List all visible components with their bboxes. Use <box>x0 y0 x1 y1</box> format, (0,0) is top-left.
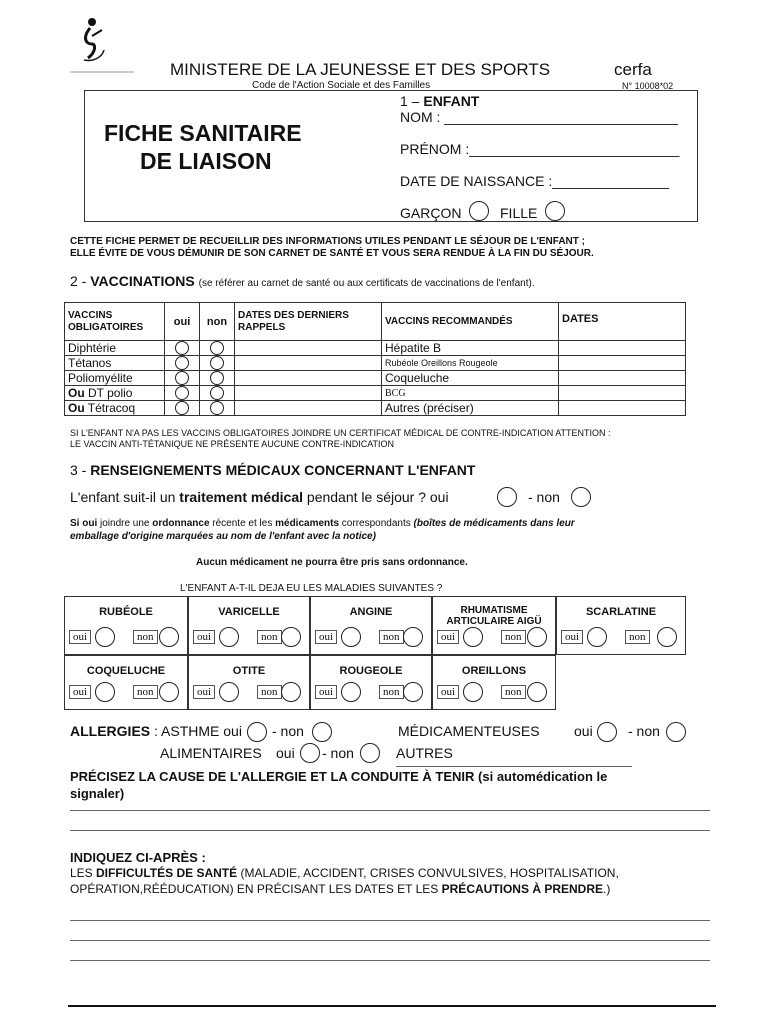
traitement-non-label: - non <box>528 489 560 505</box>
p1c: ordonnance <box>152 518 210 529</box>
traitement-oui-radio[interactable] <box>497 487 517 507</box>
maladie-non-radio[interactable] <box>403 682 423 702</box>
fille-radio[interactable] <box>545 201 565 221</box>
maladie-name: COQUELUCHE <box>86 665 166 677</box>
maladie-cell <box>64 596 188 655</box>
recommended-vaccine: Rubéole Oreillons Rougeole <box>382 356 559 371</box>
d-l1a: LES <box>70 866 97 880</box>
vaccine-label: Poliomyélite <box>68 371 133 385</box>
maladie-oui-radio[interactable] <box>463 682 483 702</box>
maladie-oui-label: oui <box>437 630 459 644</box>
vaccine-date-cell[interactable] <box>235 401 382 416</box>
vaccine-label: Diphtérie <box>68 341 117 355</box>
maladie-cell <box>432 655 556 710</box>
q-c: pendant le séjour ? oui <box>303 489 449 505</box>
prenom-field[interactable]: PRÉNOM :___________________________ <box>400 141 680 157</box>
form-title-line1: FICHE SANITAIRE <box>104 120 302 146</box>
vaccine-non-cell <box>200 356 235 371</box>
autres-line[interactable] <box>396 766 632 767</box>
difficultes-line2 <box>70 882 610 896</box>
vacc-num: 2 - <box>70 273 91 289</box>
vaccine-row <box>65 401 686 416</box>
vaccine-name <box>65 356 165 371</box>
garcon-radio[interactable] <box>469 201 489 221</box>
maladie-oui-label: oui <box>193 685 215 699</box>
vaccine-oui-cell <box>165 371 200 386</box>
q-b: traitement médical <box>179 489 304 505</box>
vaccine-name <box>65 371 165 386</box>
maladie-cell <box>556 596 686 655</box>
asthme-label: : ASTHME oui <box>150 723 242 739</box>
vaccine-name <box>65 401 165 416</box>
enfant-title: ENFANT <box>423 93 480 109</box>
maladie-non-radio[interactable] <box>281 627 301 647</box>
maladie-name: VARICELLE <box>218 606 280 618</box>
maladie-name: RHUMATISME ARTICULAIRE AIGÜ <box>446 605 542 627</box>
p1b: joindre une <box>97 518 153 529</box>
maladie-name: OREILLONS <box>461 665 527 677</box>
p1d: récente et les <box>209 518 276 529</box>
maladie-oui-radio[interactable] <box>463 627 483 647</box>
maladie-non-label: non <box>501 630 526 644</box>
asthme-non-label: - non <box>272 723 304 739</box>
maladie-non-label: non <box>133 685 158 699</box>
vaccine-non-cell <box>200 401 235 416</box>
ministry-logo <box>62 14 142 76</box>
vaccine-non-radio[interactable] <box>210 356 224 370</box>
maladie-cell <box>188 596 310 655</box>
maladie-non-label: non <box>133 630 158 644</box>
col-dates2: DATES <box>559 303 686 341</box>
difficultes-line-b[interactable] <box>70 940 710 941</box>
maladie-name: OTITE <box>232 665 266 677</box>
ordonnance-note-1 <box>70 518 575 529</box>
maladie-non-radio[interactable] <box>527 627 547 647</box>
precisez-label: PRÉCISEZ LA CAUSE DE L'ALLERGIE ET LA CONDUITE À TENIR (si automédication le <box>70 769 608 784</box>
vaccine-row <box>65 371 686 386</box>
vaccine-label: Tétanos <box>68 356 112 370</box>
code-label: Code de l'Action Sociale et des Familles <box>252 80 431 91</box>
bottom-rule <box>68 1005 716 1007</box>
med-title: RENSEIGNEMENTS MÉDICAUX CONCERNANT L'ENFANT <box>90 462 476 478</box>
maladie-non-label: non <box>625 630 650 644</box>
traitement-question <box>70 489 449 505</box>
recommended-date-cell[interactable] <box>559 401 686 416</box>
vaccine-non-cell <box>200 371 235 386</box>
traitement-non-radio[interactable] <box>571 487 591 507</box>
maladie-non-radio[interactable] <box>159 682 179 702</box>
col-oui: oui <box>165 303 200 341</box>
maladie-name: ANGINE <box>349 606 393 618</box>
maladie-non-radio[interactable] <box>281 682 301 702</box>
form-title-line2: DE LIAISON <box>140 148 272 174</box>
recommended-vaccine: Autres (préciser) <box>382 401 559 416</box>
vaccine-row <box>65 386 686 401</box>
nom-field[interactable]: NOM : ______________________________ <box>400 109 678 125</box>
fille-label: FILLE <box>500 205 538 221</box>
maladie-name: SCARLATINE <box>585 606 657 618</box>
vaccine-non-radio[interactable] <box>210 341 224 355</box>
vaccine-name <box>65 386 165 401</box>
maladie-non-radio[interactable] <box>527 682 547 702</box>
col-dates: DATES DES DERNIERS RAPPELS <box>235 303 382 341</box>
vaccine-date-cell[interactable] <box>235 356 382 371</box>
med-num: 3 - <box>70 462 91 478</box>
difficultes-title: INDIQUEZ CI-APRÈS : <box>70 850 206 865</box>
maladie-cell <box>188 655 310 710</box>
vaccine-label: DT polio <box>84 386 133 400</box>
maladie-non-radio[interactable] <box>403 627 423 647</box>
p1f: correspondants <box>339 518 414 529</box>
medic-label: MÉDICAMENTEUSES <box>398 723 540 739</box>
alim-oui-label: oui <box>276 745 295 761</box>
vaccine-row <box>65 341 686 356</box>
maladie-oui-radio[interactable] <box>95 682 115 702</box>
cerfa-number: N° 10008*02 <box>622 81 674 91</box>
d-l1b: DIFFICULTÉS DE SANTÉ <box>96 866 238 880</box>
maladie-oui-label: oui <box>315 685 337 699</box>
d-l2a: OPÉRATION,RÉÉDUCATION) EN PRÉCISANT LES DATES ET LES <box>70 882 442 896</box>
enfant-num: 1 – <box>400 93 424 109</box>
maladie-oui-label: oui <box>437 685 459 699</box>
maladie-oui-label: oui <box>561 630 583 644</box>
medic-non-label: - non <box>628 723 660 739</box>
difficultes-line-c[interactable] <box>70 960 710 961</box>
asthme-oui-radio[interactable] <box>247 722 267 742</box>
vaccine-oui-cell <box>165 356 200 371</box>
vacc-warning-2: LE VACCIN ANTI-TÉTANIQUE NE PRÉSENTE AUCUNE CONTRE-INDICATION <box>70 439 395 449</box>
maladie-oui-label: oui <box>69 685 91 699</box>
p1a: Si oui <box>70 518 98 529</box>
p1e: médicaments <box>275 518 340 529</box>
col-oblig: VACCINS OBLIGATOIRES <box>65 303 165 341</box>
vaccine-label: Tétracoq <box>84 401 136 415</box>
maladie-oui-label: oui <box>193 630 215 644</box>
allergie-line-2[interactable] <box>70 830 710 831</box>
vaccine-or: Ou <box>68 401 85 415</box>
ministry-name: MINISTERE DE LA JEUNESSE ET DES SPORTS <box>170 60 551 79</box>
maladie-cell <box>432 596 556 655</box>
recommended-date-cell[interactable] <box>559 341 686 356</box>
vaccine-date-cell[interactable] <box>235 371 382 386</box>
vaccine-oui-radio[interactable] <box>175 341 189 355</box>
cerfa-label: cerfa <box>614 60 652 79</box>
recommended-vaccine: Hépatite B <box>382 341 559 356</box>
naissance-field[interactable]: DATE DE NAISSANCE :_______________ <box>400 173 670 189</box>
maladie-cell <box>64 655 188 710</box>
maladies-question: L'ENFANT A-T-IL DEJA EU LES MALADIES SUIVANTES ? <box>180 583 443 594</box>
vaccine-non-cell <box>200 386 235 401</box>
maladie-non-label: non <box>257 685 282 699</box>
alim-non-label: - non <box>322 745 354 761</box>
intro-line2: ELLE ÉVITE DE VOUS DÉMUNIR DE SON CARNET DE SANTÉ ET VOUS SERA RENDUE À LA FIN DU SÉJOUR. <box>70 248 594 259</box>
d-l1c: (MALADIE, ACCIDENT, CRISES CONVULSIVES, HOSPITALISATION, <box>237 866 619 880</box>
q-a: L'enfant suit-il un <box>70 489 180 505</box>
autres-label: AUTRES <box>396 745 453 761</box>
maladie-non-radio[interactable] <box>657 627 677 647</box>
vacc-heading <box>70 273 535 289</box>
col-recom: VACCINS RECOMMANDÉS <box>382 303 559 341</box>
recommended-date-cell[interactable] <box>559 371 686 386</box>
intro-line1: CETTE FICHE PERMET DE RECUEILLIR DES INFORMATIONS UTILES PENDANT LE SÉJOUR DE L'ENFANT ; <box>70 236 585 247</box>
med-heading <box>70 462 475 478</box>
medic-non-radio[interactable] <box>666 722 686 742</box>
maladie-name: RUBÉOLE <box>99 606 153 618</box>
allergie-line-1[interactable] <box>70 810 710 811</box>
vaccine-date-cell[interactable] <box>235 386 382 401</box>
maladie-oui-radio[interactable] <box>219 682 239 702</box>
maladie-cell <box>310 655 432 710</box>
vaccine-name <box>65 341 165 356</box>
asthme-non-radio[interactable] <box>312 722 332 742</box>
vaccination-table <box>64 302 686 416</box>
garcon-label: GARÇON <box>400 205 462 221</box>
aucun-medicament: Aucun médicament ne pourra être pris sans ordonnance. <box>196 557 468 568</box>
vaccine-oui-cell <box>165 401 200 416</box>
vaccine-non-radio[interactable] <box>210 401 224 415</box>
recommended-vaccine: BCG <box>382 386 559 401</box>
alim-non-radio[interactable] <box>360 743 380 763</box>
vaccine-non-radio[interactable] <box>210 386 224 400</box>
p1g: (boîtes de médicaments dans leur <box>413 518 575 529</box>
medic-oui-label: oui <box>574 723 593 739</box>
maladie-oui-radio[interactable] <box>341 627 361 647</box>
medic-oui-radio[interactable] <box>597 722 617 742</box>
vacc-note: (se référer au carnet de santé ou aux certificats de vaccinations de l'enfant). <box>198 278 535 289</box>
maladie-non-radio[interactable] <box>159 627 179 647</box>
maladie-non-label: non <box>379 685 404 699</box>
difficultes-line-a[interactable] <box>70 920 710 921</box>
maladie-non-label: non <box>501 685 526 699</box>
recommended-date-cell[interactable] <box>559 356 686 371</box>
vaccine-row <box>65 356 686 371</box>
vaccine-non-cell <box>200 341 235 356</box>
maladie-cell <box>310 596 432 655</box>
enfant-heading <box>400 93 479 109</box>
ordonnance-note-2: emballage d'origine marquées au nom de l'enfant avec la notice) <box>70 531 376 542</box>
alim-oui-radio[interactable] <box>300 743 320 763</box>
vaccine-non-radio[interactable] <box>210 371 224 385</box>
allergies-label: ALLERGIES <box>70 723 151 739</box>
maladie-name: ROUGEOLE <box>339 665 403 677</box>
maladie-non-label: non <box>257 630 282 644</box>
recommended-date-cell[interactable] <box>559 386 686 401</box>
maladie-oui-label: oui <box>69 630 91 644</box>
allergies-line1 <box>70 723 242 739</box>
vaccine-oui-cell <box>165 386 200 401</box>
vaccine-oui-radio[interactable] <box>175 371 189 385</box>
difficultes-line1 <box>70 866 619 880</box>
alim-label: ALIMENTAIRES <box>160 745 262 761</box>
vaccine-date-cell[interactable] <box>235 341 382 356</box>
vaccine-oui-radio[interactable] <box>175 386 189 400</box>
vaccine-or: Ou <box>68 386 85 400</box>
signaler-label: signaler) <box>70 786 125 801</box>
maladie-oui-radio[interactable] <box>219 627 239 647</box>
maladie-oui-label: oui <box>315 630 337 644</box>
vaccine-oui-radio[interactable] <box>175 356 189 370</box>
vacc-title: VACCINATIONS <box>90 273 195 289</box>
vacc-warning-1: SI L'ENFANT N'A PAS LES VACCINS OBLIGATOIRES JOINDRE UN CERTIFICAT MÉDICAL DE CONTRE-INDICATION ATTENTION : <box>70 428 611 438</box>
col-non: non <box>200 303 235 341</box>
vaccine-oui-cell <box>165 341 200 356</box>
vaccine-oui-radio[interactable] <box>175 401 189 415</box>
maladie-non-label: non <box>379 630 404 644</box>
d-l2c: .) <box>603 882 611 896</box>
d-l2b: PRÉCAUTIONS À PRENDRE <box>441 882 603 896</box>
maladie-oui-radio[interactable] <box>95 627 115 647</box>
maladie-oui-radio[interactable] <box>341 682 361 702</box>
maladie-oui-radio[interactable] <box>587 627 607 647</box>
recommended-vaccine: Coqueluche <box>382 371 559 386</box>
